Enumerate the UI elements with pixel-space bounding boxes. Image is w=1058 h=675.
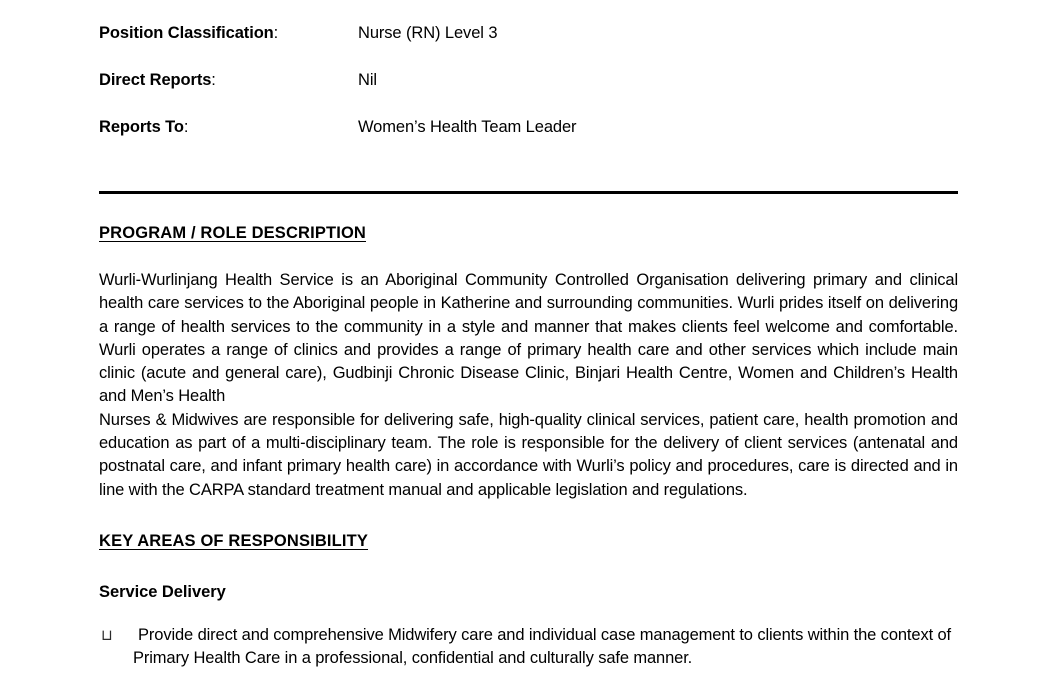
meta-value-direct-reports: Nil bbox=[358, 71, 377, 89]
document-content-column bbox=[99, 0, 958, 671]
sub-heading-service-delivery: Service Delivery bbox=[99, 582, 226, 601]
meta-label-text-direct-reports: Direct Reports bbox=[99, 71, 212, 89]
meta-label-direct-reports bbox=[99, 71, 358, 89]
section-heading-program-role-description: PROGRAM / ROLE DESCRIPTION bbox=[99, 224, 366, 242]
paragraph-organisation-overview: Wurli-Wurlinjang Health Service is an Aboriginal Community Controlled Organisation delivering primary and clinical health care services to the Aboriginal people in Katherine and surrounding communities. Wurli prides itself on delivering a range of health services to the community in a style and manner that makes clients feel welcome and comfortable. Wurli operates a range of clinics and provides a range of primary health care and other services which include main clinic (acute and general care), Gudbinji Chronic Disease Clinic, Binjari Health Centre, Women and Children’s Health and Men’s Health bbox=[99, 271, 958, 406]
meta-colon-direct-reports: : bbox=[211, 71, 216, 89]
meta-row-direct-reports bbox=[99, 71, 958, 118]
program-role-description-body bbox=[99, 269, 958, 502]
meta-label-position-classification bbox=[99, 24, 358, 42]
meta-row-position-classification bbox=[99, 24, 958, 71]
meta-colon-reports-to: : bbox=[183, 118, 189, 136]
service-delivery-bullet-list bbox=[99, 624, 958, 671]
meta-colon-position-classification: : bbox=[273, 24, 279, 42]
meta-label-text-position-classification: Position Classification bbox=[99, 24, 274, 42]
open-box-bullet-icon: ⊔ bbox=[101, 626, 113, 644]
list-item bbox=[99, 624, 958, 671]
meta-label-text-reports-to: Reports To bbox=[99, 118, 184, 136]
paragraph-role-responsibilities: Nurses & Midwives are responsible for delivering safe, high-quality clinical services, patient care, health promotion and education as part of a multi-disciplinary team. The role is responsible for the delivery of client services (antenatal and postnatal care, and infant primary health care) in accordance with Wurli’s policy and procedures, care is directed and in line with the CARPA standard treatment manual and applicable legislation and regulations. bbox=[99, 410, 958, 499]
position-meta-table bbox=[99, 24, 958, 165]
list-item-text: Provide direct and comprehensive Midwifery care and individual case management to clients within the context of Primary Health Care in a professional, confidential and culturally safe manner. bbox=[133, 625, 952, 668]
meta-label-reports-to bbox=[99, 118, 358, 136]
meta-value-reports-to: Women’s Health Team Leader bbox=[358, 118, 577, 136]
section-heading-key-areas-of-responsibility: KEY AREAS OF RESPONSIBILITY bbox=[99, 531, 369, 550]
meta-value-position-classification: Nurse (RN) Level 3 bbox=[358, 24, 498, 42]
section-divider-rule bbox=[99, 191, 958, 194]
meta-row-reports-to bbox=[99, 118, 958, 165]
